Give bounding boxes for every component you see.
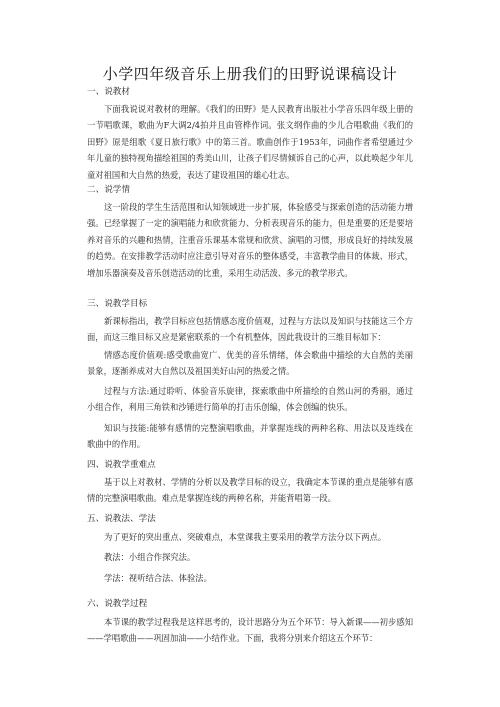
paragraph-1: 下面我说说对教材的理解。《我们的田野》是人民教育出版社小学音乐四年级上册的一节唱歌课，歌曲为F大调2/4拍并且由管桦作词。张文纲作曲的少儿合唱歌曲《我们的田野》原是组歌《夏日旅行歌》中的第三首。歌曲创作于1953年，词曲作者希望通过少年儿童的独特视角描绘祖国的秀美山川，让孩子们尽情倾诉自己的心声，以此唤起少年儿童对祖国和大自然的热爱，表达了建设祖国的雄心壮志。 [87,104,413,180]
paragraph-3: 新课标指出，教学目标应包括情感态度价值观，过程与方法以及知识与技能这三个方面，而这三维目标又应是紧密联系的一个有机整体，因此我设计的三维目标如下： [87,316,413,343]
page-title: 小学四年级音乐上册我们的田野说课稿设计 [102,65,398,83]
section-heading-4: 四、说教学重难点 [87,460,156,470]
section-heading-3: 三、说教学目标 [87,299,148,309]
section-heading-5: 五、说教法、学法 [87,514,156,524]
section-heading-6: 六、说教学过程 [87,599,148,609]
paragraph-6: 知识与技能:能够有感情的完整演唱歌曲，并掌握连线的两种名称、用法以及连线在歌曲中的作用。 [87,423,413,450]
section-heading-2: 二、说学情 [87,185,130,195]
paragraph-10: 学法：视听结合法、体验法。 [104,573,212,583]
paragraph-2: 这一阶段的学生生活范围和认知领域进一步扩展，体验感受与探索创造的活动能力增强。已经掌握了一定的演唱能力和欣赏能力、分析表现音乐的能力，但是重要的还是要培养对音乐的兴趣和热情，注重音乐课基本常规和欣赏、演唱的习惯，形成良好的持续发展的趋势。在安排教学活动时应注意引导对音乐的整体感受，丰富教学曲目的体裁、形式，增加乐器演奏及音乐创造活动的比重，采用生动活泼、多元的教学形式。 [87,202,413,278]
paragraph-9: 教法：小组合作探究法。 [104,552,196,562]
paragraph-7: 基于以上对教材、学情的分析以及教学目标的设立，我确定本节课的重点是能够有感情的完整演唱歌曲。难点是掌握连线的两种名称，并能背唱第一段。 [87,477,413,504]
section-heading-1: 一、说教材 [87,87,130,97]
paragraph-8: 为了更好的突出重点、突破难点，本堂课我主要采用的教学方法分以下两点。 [104,532,387,542]
paragraph-5: 过程与方法:通过聆听、体验音乐旋律，探索歌曲中所描绘的自然山河的秀丽，通过小组合作，利用三角铁和沙锤进行简单的打击乐创编，体会创编的快乐。 [87,386,413,413]
paragraph-11: 本节课的教学过程我是这样思考的，设计思路分为五个环节：导入新课——初步感知——学唱歌曲——巩固加油——小结作业。下面，我将分别来介绍这五个环节： [87,617,413,644]
paragraph-4: 情感态度价值观:感受歌曲宽广、优美的音乐情绪，体会歌曲中描绘的大自然的美丽景象，逐渐养成对大自然以及祖国美好山河的热爱之情。 [87,350,413,377]
